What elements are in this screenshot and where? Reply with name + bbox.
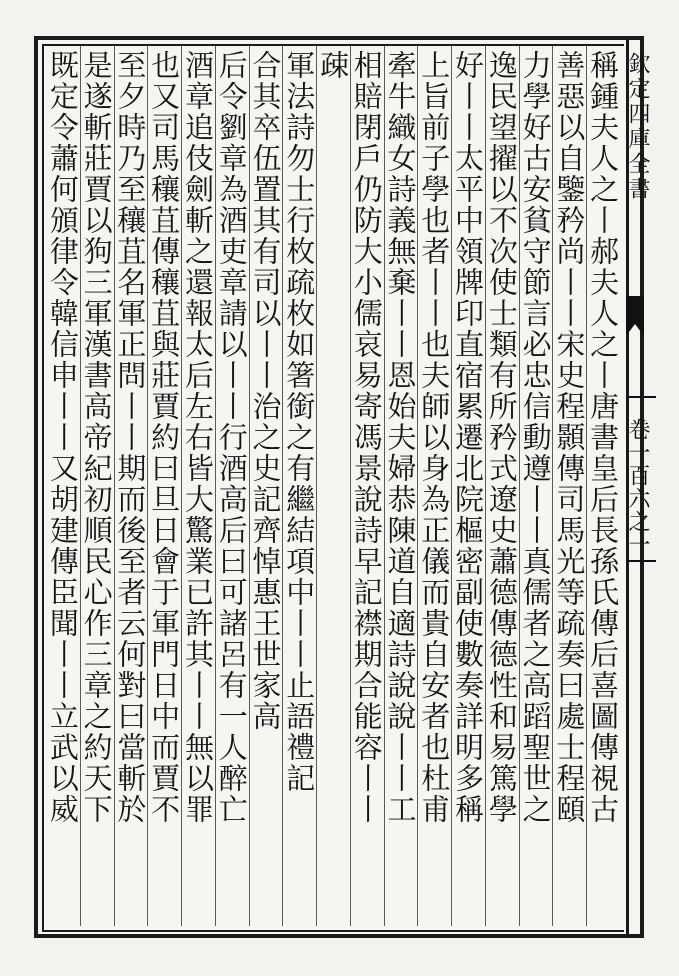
text-column-10: 軍法詩勿士行枚疏枚如箸銜之有繼結項中丨丨止語禮記 xyxy=(282,50,317,794)
text-column-4: 逸民望擢以不次使士類有所矜式遼史蕭德傳德性和易篤學 xyxy=(484,50,519,825)
text-column-1: 稱鍾夫人之丨郝夫人之丨唐書皇后長孫氏傳后喜圖傳視古 xyxy=(586,50,621,825)
text-column-12: 后令劉章為酒吏章請以丨丨行酒高后曰可諸呂有一人醉亡 xyxy=(214,50,249,825)
text-column-13: 酒章追伎劍斬之還報太后左右皆大驚業已許其丨丨無以罪 xyxy=(180,50,215,825)
text-column-8: 相賠閉戶仍防大小儒哀易寄馮景說詩早記襟期合能容丨丨 xyxy=(349,50,384,825)
text-column-14: 也又司馬穰苴傳穰苴與莊賈約曰旦日會于軍門日中而賈不 xyxy=(147,50,182,825)
volume-number: 卷一百六之一 xyxy=(625,418,650,556)
text-column-11: 合其卒伍置其有司以丨丨治之史記齊悼惠王世家高 xyxy=(248,50,283,732)
text-column-17: 既定令蕭何頒律令韓信申丨丨又胡建傳臣聞丨丨立武以威 xyxy=(45,50,80,825)
text-column-2: 善惡以自鑒矜尚丨丨宋史程顥傳司馬光等疏奏曰處士程頤 xyxy=(552,50,587,825)
text-column-5: 好丨丨太平中領牌印直宿累遷北院樞密副使數奏詳明多稱 xyxy=(451,50,486,825)
text-column-16: 是遂斬莊賈以狗三軍漢書高帝紀初順民心作三章之約天下 xyxy=(79,50,114,825)
text-column-9: 疎 xyxy=(316,50,350,81)
text-column-15: 至夕時乃至穰苴名軍正問丨丨期而後至者云何對曰當斬於 xyxy=(113,50,148,825)
text-column-3: 力學好古安貧守節言必忠信動遵丨丨真儒者之高蹈聖世之 xyxy=(518,50,553,825)
text-column-7: 牽牛織女詩義無棄丨丨恩始夫婦恭陳道自適詩說說丨丨工 xyxy=(383,50,418,825)
margin-label xyxy=(620,52,654,912)
text-column-6: 上旨前子學也者丨丨也夫師以身為正儀而貴自安者也杜甫 xyxy=(417,50,452,825)
book-title: 欽定四庫全書 xyxy=(625,52,650,202)
